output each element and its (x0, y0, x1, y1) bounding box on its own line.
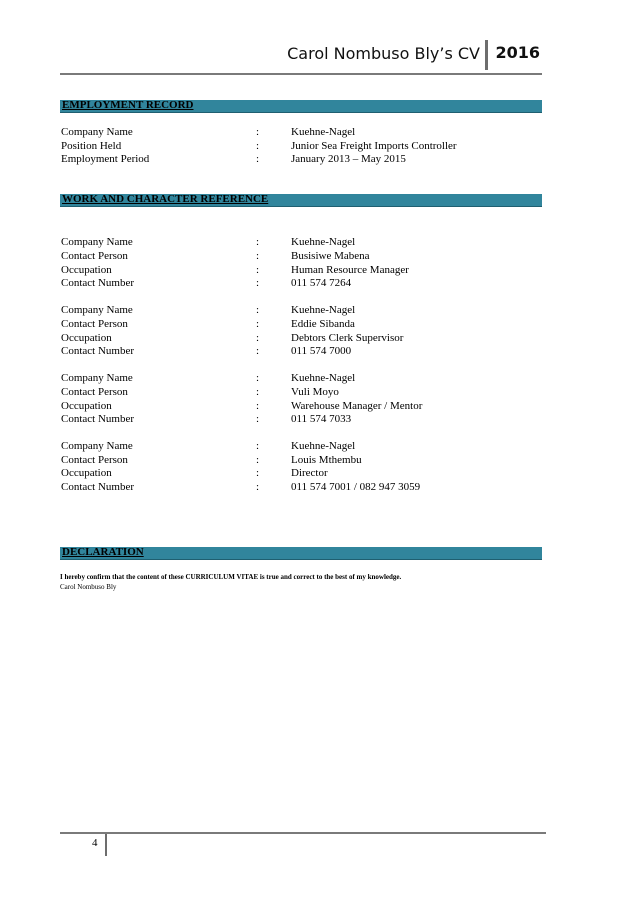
page-header (60, 38, 542, 72)
header-title: Carol Nombuso Bly’s CV (287, 44, 480, 63)
header-year: 2016 (495, 43, 540, 62)
row-value: Louis Mthembu (291, 454, 362, 466)
row-label: Contact Number (61, 413, 135, 425)
declaration-name: Carol Nombuso Bly (60, 583, 117, 591)
row-label: Occupation (61, 332, 112, 344)
row-label: Company Name (61, 304, 133, 316)
row-colon: : (256, 413, 260, 425)
row-label: Contact Number (61, 277, 135, 289)
row-value: Junior Sea Freight Imports Controller (291, 140, 457, 152)
row-value: Kuehne-Nagel (291, 126, 356, 138)
row-label: Company Name (61, 126, 133, 138)
row-colon: : (256, 264, 260, 276)
employment-heading: EMPLOYMENT RECORD (62, 99, 194, 111)
references-heading: WORK AND CHARACTER REFERENCE (62, 193, 269, 205)
row-colon: : (256, 345, 260, 357)
row-colon: : (256, 372, 260, 384)
header-separator (485, 40, 488, 70)
row-colon: : (256, 236, 260, 248)
row-colon: : (256, 304, 260, 316)
row-colon: : (256, 277, 260, 289)
row-colon: : (256, 386, 260, 398)
page-number: 4 (92, 837, 98, 849)
row-label: Occupation (61, 467, 112, 479)
row-label: Contact Number (61, 345, 135, 357)
row-colon: : (256, 250, 260, 262)
declaration-text: I hereby confirm that the content of these CURRICULUM VITAE is true and correct to the best of my knowledge. (60, 573, 402, 581)
row-colon: : (256, 481, 260, 493)
row-colon: : (256, 140, 260, 152)
row-label: Company Name (61, 372, 133, 384)
row-colon: : (256, 454, 260, 466)
declaration-heading-bar (60, 547, 542, 560)
employment-heading-bar (60, 100, 542, 113)
row-value: Kuehne-Nagel (291, 440, 356, 452)
footer-rule (60, 832, 546, 834)
row-colon: : (256, 126, 260, 138)
row-label: Company Name (61, 440, 133, 452)
row-value: Kuehne-Nagel (291, 304, 356, 316)
row-value: Busisiwe Mabena (291, 250, 370, 262)
row-value: Kuehne-Nagel (291, 372, 356, 384)
row-label: Contact Person (61, 250, 128, 262)
row-label: Contact Number (61, 481, 135, 493)
row-value: 011 574 7001 / 082 947 3059 (291, 481, 421, 493)
header-rule (60, 73, 542, 75)
row-label: Occupation (61, 400, 112, 412)
row-label: Contact Person (61, 318, 128, 330)
row-value: Human Resource Manager (291, 264, 409, 276)
declaration-heading: DECLARATION (62, 546, 144, 558)
row-label: Contact Person (61, 454, 128, 466)
row-value: 011 574 7000 (291, 345, 352, 357)
row-value: Warehouse Manager / Mentor (291, 400, 423, 412)
row-value: Debtors Clerk Supervisor (291, 332, 404, 344)
footer-separator (105, 834, 107, 856)
row-label: Employment Period (61, 153, 150, 165)
row-colon: : (256, 332, 260, 344)
row-value: Vuli Moyo (291, 386, 339, 398)
row-value: Eddie Sibanda (291, 318, 355, 330)
row-label: Company Name (61, 236, 133, 248)
row-value: January 2013 – May 2015 (291, 153, 406, 165)
row-value: 011 574 7033 (291, 413, 352, 425)
row-colon: : (256, 467, 260, 479)
row-label: Occupation (61, 264, 112, 276)
row-colon: : (256, 153, 260, 165)
row-colon: : (256, 400, 260, 412)
row-colon: : (256, 440, 260, 452)
row-label: Position Held (61, 140, 122, 152)
row-label: Contact Person (61, 386, 128, 398)
row-value: 011 574 7264 (291, 277, 352, 289)
row-colon: : (256, 318, 260, 330)
row-value: Kuehne-Nagel (291, 236, 356, 248)
row-value: Director (291, 467, 328, 479)
references-heading-bar (60, 194, 542, 207)
